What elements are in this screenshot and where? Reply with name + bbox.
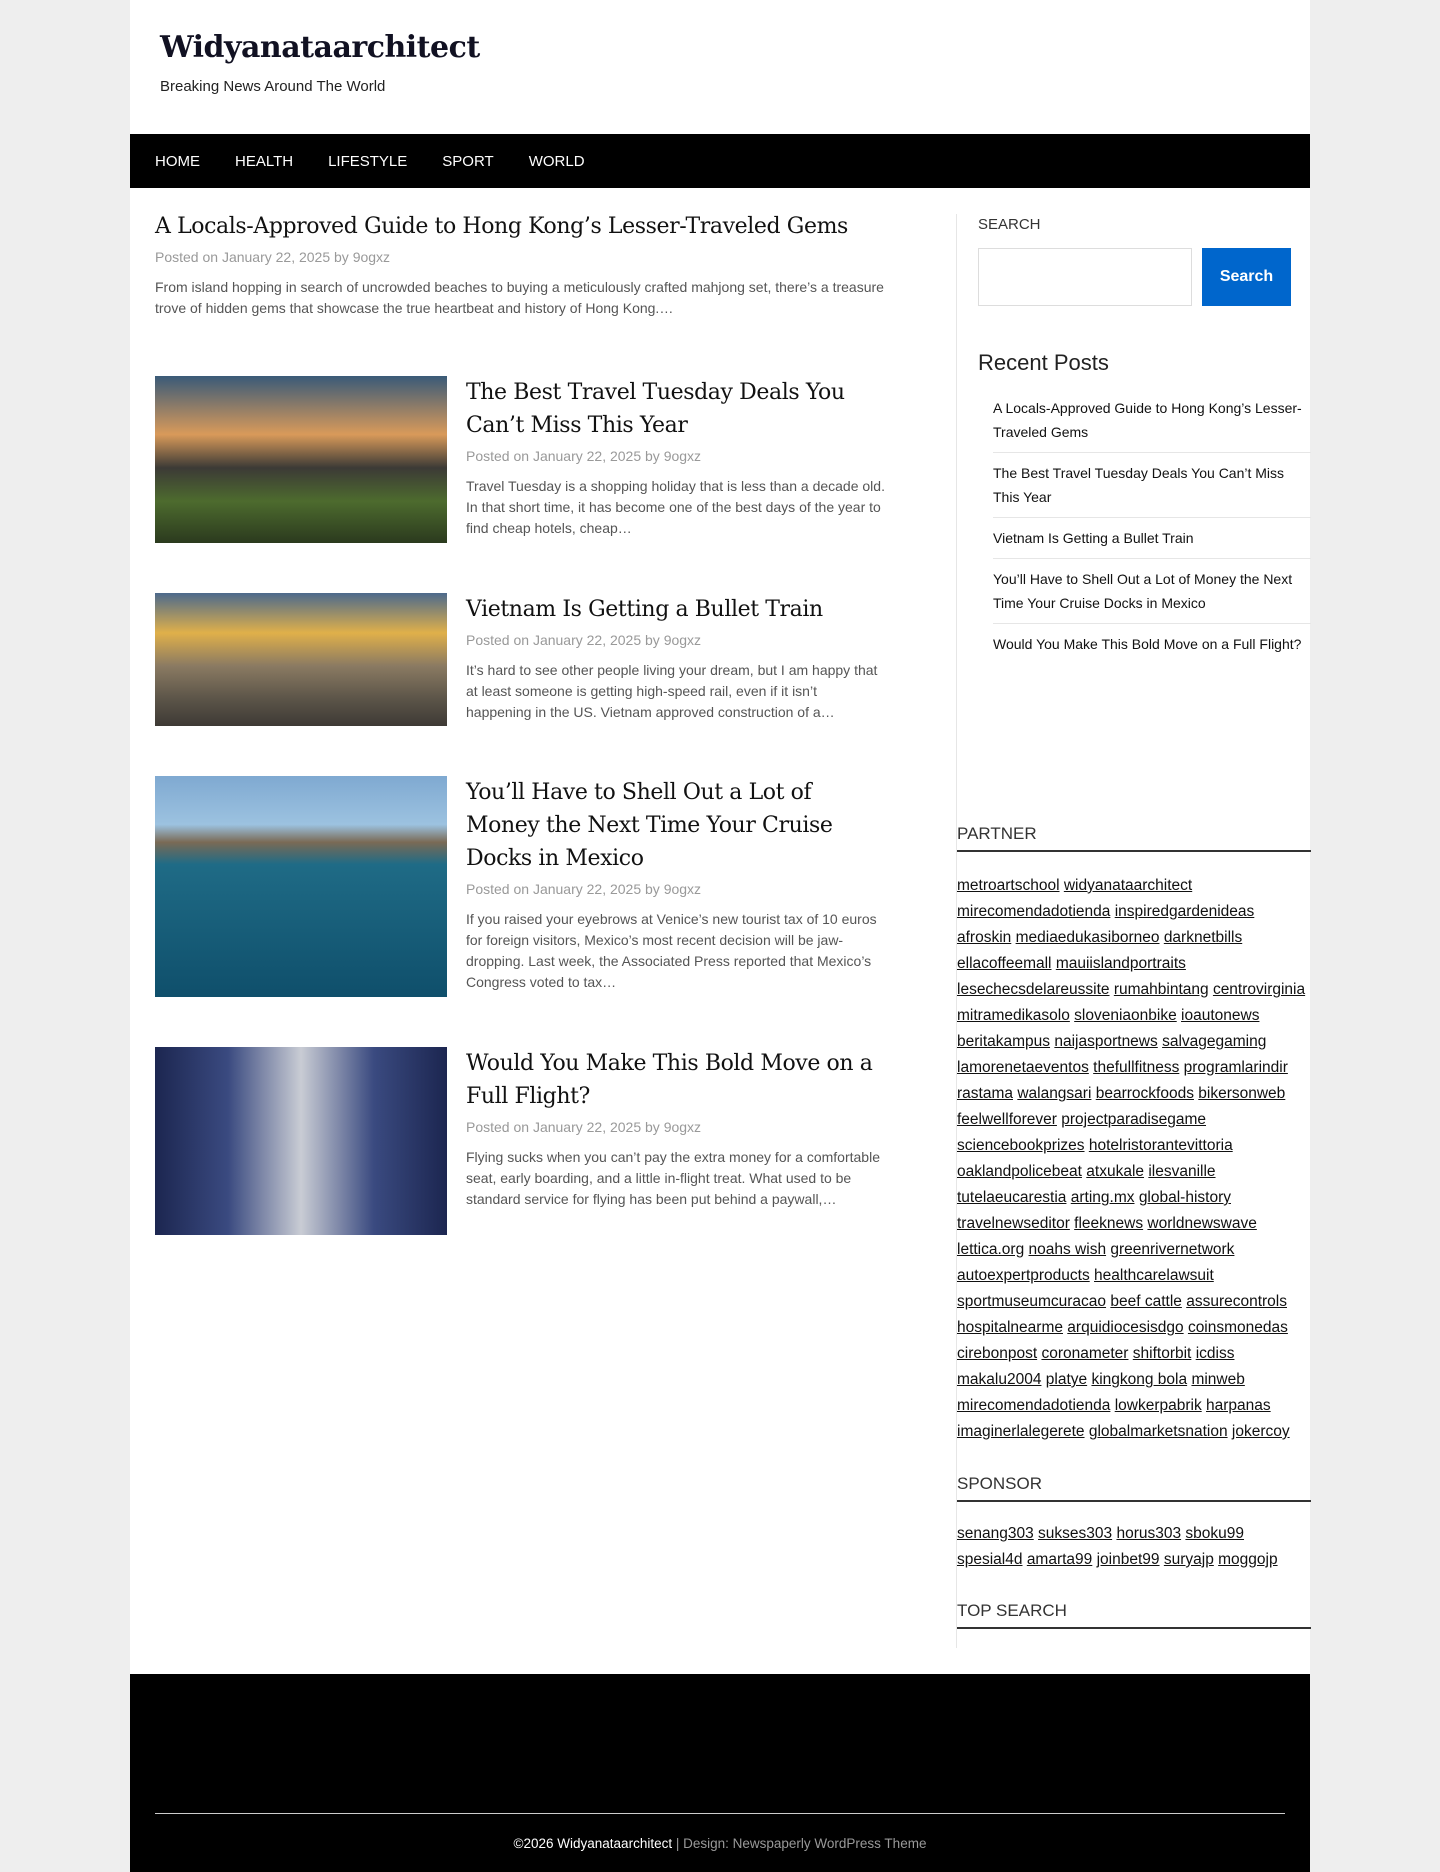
search-button[interactable]: Search (1202, 248, 1291, 306)
nav-sport[interactable]: SPORT (442, 152, 494, 170)
post-meta: Posted on January 22, 2025 by 9ogxz (466, 448, 702, 464)
post-title[interactable]: You’ll Have to Shell Out a Lot of Money the Next Time Your Cruise Docks in Mexico (466, 780, 833, 871)
partner-link[interactable]: coronameter (1041, 1345, 1129, 1362)
partner-link[interactable]: platye (1045, 1371, 1088, 1388)
nav-home[interactable]: HOME (155, 152, 200, 170)
post-excerpt: It’s hard to see other people living your dream, but I am happy that at least someone is getting high-speed rail, even if it isn’t happening in the US. Vietnam approved construction of a… (466, 662, 878, 720)
partner-link[interactable]: sportmuseumcuracao (957, 1293, 1107, 1310)
partner-link[interactable]: mitramedikasolo (957, 1007, 1070, 1024)
sponsor-link[interactable]: suryajp (1163, 1551, 1214, 1568)
partner-link[interactable]: salvagegaming (1162, 1033, 1267, 1050)
post-title[interactable]: Vietnam Is Getting a Bullet Train (466, 597, 823, 622)
partner-link[interactable]: darknetbills (1163, 929, 1243, 946)
partner-link[interactable]: mediaedukasiborneo (1015, 929, 1160, 946)
partner-link[interactable]: lamorenetaeventos (957, 1059, 1089, 1076)
partner-link[interactable]: healthcarelawsuit (1094, 1267, 1214, 1284)
sidebar (956, 214, 1310, 1648)
partner-link[interactable]: arquidiocesisdgo (1067, 1319, 1184, 1336)
partner-link[interactable]: hotelristorantevittoria (1088, 1137, 1233, 1154)
post-meta: Posted on January 22, 2025 by 9ogxz (466, 881, 702, 897)
sponsor-link[interactable]: amarta99 (1026, 1551, 1093, 1568)
partner-link[interactable]: coinsmonedas (1187, 1319, 1288, 1336)
partner-link[interactable]: sloveniaonbike (1074, 1007, 1177, 1024)
partner-link[interactable]: programlarindir (1183, 1059, 1288, 1076)
partner-link[interactable]: globalmarketsnation (1088, 1423, 1228, 1440)
partner-links (957, 873, 1311, 1445)
partner-link[interactable]: atxukale (1086, 1163, 1145, 1180)
partner-link[interactable]: harpanas (1206, 1397, 1271, 1414)
partner-link[interactable]: bearrockfoods (1095, 1085, 1194, 1102)
partner-link[interactable]: assurecontrols (1186, 1293, 1287, 1310)
partner-link[interactable]: greenrivernetwork (1110, 1241, 1235, 1258)
partner-link[interactable]: beritakampus (957, 1033, 1051, 1050)
post-thumbnail[interactable] (155, 376, 447, 543)
partner-link[interactable]: mauiislandportraits (1055, 955, 1186, 972)
sponsor-link[interactable]: horus303 (1116, 1525, 1182, 1542)
site-tagline: Breaking News Around The World (160, 78, 386, 95)
post-title[interactable]: The Best Travel Tuesday Deals You Can’t Miss This Year (466, 380, 845, 438)
partner-link[interactable]: worldnewswave (1147, 1215, 1257, 1232)
footer-credits (130, 1836, 1310, 1851)
partner-link[interactable]: lettica.org (957, 1241, 1025, 1258)
partner-link[interactable]: minweb (1191, 1371, 1245, 1388)
sponsor-link[interactable]: joinbet99 (1096, 1551, 1160, 1568)
post-thumbnail[interactable] (155, 593, 447, 726)
post-thumbnail[interactable] (155, 1047, 447, 1235)
partner-link[interactable]: tutelaeucarestia (957, 1189, 1067, 1206)
post-meta: Posted on January 22, 2025 by 9ogxz (155, 249, 391, 265)
sponsor-links (957, 1521, 1311, 1573)
partner-link[interactable]: global-history (1138, 1189, 1231, 1206)
partner-link[interactable]: rumahbintang (1113, 981, 1209, 998)
partner-link[interactable]: travelnewseditor (957, 1215, 1070, 1232)
post-excerpt: Travel Tuesday is a shopping holiday that is less than a decade old. In that short time, it has become one of the best days of the year to find cheap hotels, cheap… (466, 478, 885, 536)
post-title[interactable]: A Locals-Approved Guide to Hong Kong’s Lesser-Traveled Gems (155, 214, 848, 239)
post-thumbnail[interactable] (155, 776, 447, 997)
partner-link[interactable]: mirecomendadotienda (957, 903, 1111, 920)
search-input[interactable] (978, 248, 1192, 306)
partner-link[interactable]: oaklandpolicebeat (957, 1163, 1082, 1180)
recent-post-link[interactable]: The Best Travel Tuesday Deals You Can’t Miss This Year (993, 453, 1311, 518)
post-title[interactable]: Would You Make This Bold Move on a Full Flight? (466, 1051, 873, 1109)
partner-link[interactable]: icdiss (1195, 1345, 1235, 1362)
partner-link[interactable]: jokercoy (1231, 1423, 1290, 1440)
post-meta: Posted on January 22, 2025 by 9ogxz (466, 1119, 702, 1135)
partner-link[interactable]: mirecomendadotienda (957, 1397, 1111, 1414)
partner-link[interactable]: rastama (957, 1085, 1013, 1102)
partner-link[interactable]: projectparadisegame (1061, 1111, 1207, 1128)
partner-link[interactable]: feelwellforever (957, 1111, 1057, 1128)
sponsor-heading: SPONSOR (957, 1474, 1311, 1502)
sponsor-link[interactable]: sboku99 (1185, 1525, 1245, 1542)
partner-link[interactable]: bikersonweb (1198, 1085, 1286, 1102)
partner-link[interactable]: lowkerpabrik (1114, 1397, 1202, 1414)
partner-link[interactable]: imaginerlalegerete (957, 1423, 1085, 1440)
partner-link[interactable]: makalu2004 (957, 1371, 1042, 1388)
partner-link[interactable]: ellacoffeemall (957, 955, 1052, 972)
footer (130, 1674, 1310, 1872)
main-nav (130, 134, 1310, 188)
partner-link[interactable]: centrovirginia (1212, 981, 1306, 998)
partner-link[interactable]: widyanataarchitect (1063, 877, 1193, 894)
recent-post-link[interactable]: Vietnam Is Getting a Bullet Train (993, 518, 1311, 559)
partner-link[interactable]: beef cattle (1110, 1293, 1182, 1310)
partner-link[interactable]: lesechecsdelareussite (957, 981, 1110, 998)
nav-lifestyle[interactable]: LIFESTYLE (328, 152, 408, 170)
post-excerpt: If you raised your eyebrows at Venice’s new tourist tax of 10 euros for foreign visitors, Mexico’s most recent decision will be jaw-dropping. Last week, the Associated Press reported that Mexico’s Congress voted to tax… (466, 911, 877, 990)
search-label: SEARCH (978, 216, 1041, 233)
recent-posts-heading: Recent Posts (978, 350, 1109, 375)
recent-post-link[interactable]: Would You Make This Bold Move on a Full Flight? (993, 636, 1302, 652)
partner-link[interactable]: hospitalnearme (957, 1319, 1063, 1336)
partner-link[interactable]: ilesvanille (1148, 1163, 1216, 1180)
sponsor-link[interactable]: senang303 (957, 1525, 1034, 1542)
recent-posts-list (993, 396, 1311, 664)
sponsor-link[interactable]: spesial4d (957, 1551, 1023, 1568)
partner-link[interactable]: autoexpertproducts (957, 1267, 1090, 1284)
nav-health[interactable]: HEALTH (235, 152, 294, 170)
partner-link[interactable]: shiftorbit (1132, 1345, 1192, 1362)
site-title[interactable]: Widyanataarchitect (160, 30, 480, 65)
post-meta: Posted on January 22, 2025 by 9ogxz (466, 632, 702, 648)
recent-post-link[interactable]: A Locals-Approved Guide to Hong Kong’s Lesser-Traveled Gems (993, 396, 1311, 453)
page-container (130, 0, 1310, 1872)
partner-link[interactable]: kingkong bola (1091, 1371, 1188, 1388)
partner-link[interactable]: walangsari (1017, 1085, 1092, 1102)
partner-heading: PARTNER (957, 824, 1311, 852)
partner-link[interactable]: sciencebookprizes (957, 1137, 1085, 1154)
partner-link[interactable]: inspiredgardenideas (1114, 903, 1255, 920)
partner-link[interactable]: cirebonpost (957, 1345, 1038, 1362)
post-item (155, 210, 885, 319)
sponsor-link[interactable]: sukses303 (1038, 1525, 1113, 1542)
recent-post-link[interactable]: You’ll Have to Shell Out a Lot of Money the Next Time Your Cruise Docks in Mexico (993, 559, 1311, 624)
partner-link[interactable]: fleeknews (1074, 1215, 1144, 1232)
partner-link[interactable]: metroartschool (957, 877, 1060, 894)
partner-link[interactable]: ioautonews (1181, 1007, 1260, 1024)
post-excerpt: Flying sucks when you can’t pay the extra money for a comfortable seat, early boarding, and a little in-flight treat. What used to be standard service for flying has been put behind a paywall,… (466, 1149, 880, 1207)
footer-design[interactable]: | Design: Newspaperly WordPress Theme (672, 1836, 927, 1851)
partner-link[interactable]: afroskin (957, 929, 1012, 946)
top-search-heading: TOP SEARCH (957, 1601, 1311, 1629)
partner-link[interactable]: arting.mx (1070, 1189, 1135, 1206)
nav-world[interactable]: WORLD (528, 152, 585, 170)
partner-link[interactable]: thefullfitness (1093, 1059, 1180, 1076)
post-excerpt: From island hopping in search of uncrowded beaches to buying a meticulously crafted mahjong set, there’s a treasure trove of hidden gems that showcase the true heartbeat and history of Hong Kong.… (155, 279, 884, 316)
partner-link[interactable]: naijasportnews (1054, 1033, 1158, 1050)
footer-copyright[interactable]: ©2026 Widyanataarchitect (513, 1836, 673, 1851)
partner-link[interactable]: noahs wish (1028, 1241, 1107, 1258)
sponsor-link[interactable]: moggojp (1218, 1551, 1278, 1568)
footer-divider (155, 1813, 1285, 1814)
